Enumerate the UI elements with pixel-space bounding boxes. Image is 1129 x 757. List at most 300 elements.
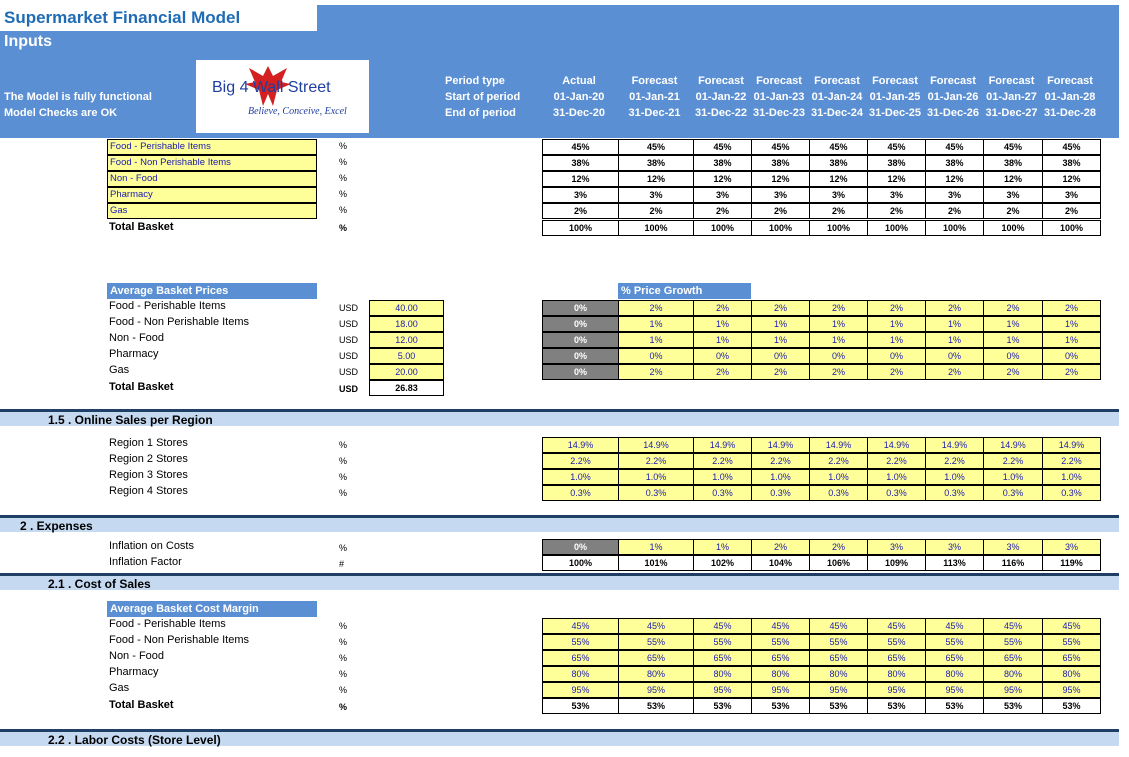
value-cell: 3% bbox=[809, 187, 868, 203]
value-cell[interactable]: 2.2% bbox=[618, 453, 694, 469]
value-cell: 100% bbox=[542, 220, 619, 236]
sheet-title: Inputs bbox=[4, 33, 52, 50]
value-cell[interactable]: 65% bbox=[618, 650, 694, 666]
unit-label: % bbox=[339, 141, 348, 151]
mix-label-cell[interactable]: Food - Perishable Items bbox=[107, 139, 317, 155]
price-input[interactable]: 12.00 bbox=[369, 332, 444, 348]
value-cell: 3% bbox=[693, 187, 752, 203]
value-cell[interactable]: 2% bbox=[925, 300, 984, 316]
period-type-cell: Forecast bbox=[988, 75, 1035, 87]
value-cell[interactable]: 1% bbox=[867, 332, 926, 348]
value-cell[interactable]: 1% bbox=[1042, 332, 1101, 348]
cost-row-label: Food - Perishable Items bbox=[109, 618, 226, 630]
value-cell: 12% bbox=[983, 171, 1043, 187]
value-cell[interactable]: 1% bbox=[925, 316, 984, 332]
value-cell: 12% bbox=[542, 171, 619, 187]
period-end-cell: 31-Dec-25 bbox=[869, 107, 921, 119]
value-cell[interactable]: 65% bbox=[693, 650, 752, 666]
value-cell[interactable]: 95% bbox=[618, 682, 694, 698]
value-cell[interactable]: 45% bbox=[867, 618, 926, 634]
value-cell[interactable]: 0% bbox=[751, 348, 810, 364]
avg-basket-cost-margin-header: Average Basket Cost Margin bbox=[107, 601, 317, 617]
value-cell[interactable]: 2% bbox=[867, 364, 926, 380]
value-cell: 0% bbox=[542, 539, 619, 555]
value-cell: 53% bbox=[867, 698, 926, 714]
period-type-cell: Forecast bbox=[872, 75, 918, 87]
value-cell: 2% bbox=[542, 203, 619, 219]
unit-label: % bbox=[339, 173, 348, 183]
value-cell: 53% bbox=[809, 698, 868, 714]
total-basket-label: Total Basket bbox=[109, 381, 174, 393]
region-label: Region 3 Stores bbox=[109, 469, 188, 481]
period-end-cell: 31-Dec-20 bbox=[553, 107, 605, 119]
value-cell[interactable]: 55% bbox=[809, 634, 868, 650]
value-cell[interactable]: 2.2% bbox=[925, 453, 984, 469]
value-cell[interactable]: 0% bbox=[1042, 348, 1101, 364]
value-cell: 102% bbox=[693, 555, 752, 571]
value-cell: 12% bbox=[618, 171, 694, 187]
value-cell[interactable]: 55% bbox=[867, 634, 926, 650]
value-cell[interactable]: 1% bbox=[867, 316, 926, 332]
value-cell[interactable]: 45% bbox=[693, 618, 752, 634]
value-cell[interactable]: 0.3% bbox=[542, 485, 619, 501]
unit-label: USD bbox=[339, 319, 359, 329]
value-cell: 3% bbox=[867, 187, 926, 203]
value-cell: 12% bbox=[693, 171, 752, 187]
value-cell[interactable]: 2.2% bbox=[983, 453, 1043, 469]
value-cell[interactable]: 1% bbox=[693, 316, 752, 332]
price-growth-header: % Price Growth bbox=[618, 283, 751, 299]
value-cell[interactable]: 1.0% bbox=[542, 469, 619, 485]
value-cell[interactable]: 95% bbox=[751, 682, 810, 698]
value-cell[interactable]: 1% bbox=[693, 539, 752, 555]
value-cell[interactable]: 14.9% bbox=[983, 437, 1043, 453]
value-cell: 45% bbox=[1042, 139, 1101, 155]
value-cell[interactable]: 0.3% bbox=[1042, 485, 1101, 501]
value-cell[interactable]: 55% bbox=[751, 634, 810, 650]
unit-label: % bbox=[339, 223, 348, 233]
value-cell[interactable]: 95% bbox=[809, 682, 868, 698]
value-cell[interactable]: 2% bbox=[1042, 300, 1101, 316]
period-end-cell: 31-Dec-24 bbox=[811, 107, 863, 119]
period-end-cell: 31-Dec-28 bbox=[1044, 107, 1096, 119]
value-cell: 53% bbox=[1042, 698, 1101, 714]
value-cell[interactable]: 80% bbox=[925, 666, 984, 682]
end-period-label: End of period bbox=[445, 107, 516, 119]
mix-label-cell[interactable]: Pharmacy bbox=[107, 187, 317, 203]
value-cell[interactable]: 2.2% bbox=[542, 453, 619, 469]
value-cell: 38% bbox=[751, 155, 810, 171]
value-cell: 119% bbox=[1042, 555, 1101, 571]
value-cell[interactable]: 1% bbox=[751, 332, 810, 348]
value-cell[interactable]: 0.3% bbox=[867, 485, 926, 501]
mix-label-cell[interactable]: Non - Food bbox=[107, 171, 317, 187]
total-price-cell: 26.83 bbox=[369, 380, 444, 396]
value-cell[interactable]: 65% bbox=[1042, 650, 1101, 666]
value-cell[interactable]: 1.0% bbox=[925, 469, 984, 485]
period-type-cell: Actual bbox=[562, 75, 596, 87]
period-start-cell: 01-Jan-25 bbox=[869, 91, 921, 103]
value-cell: 38% bbox=[983, 155, 1043, 171]
value-cell: 0% bbox=[542, 316, 619, 332]
price-row-label: Gas bbox=[109, 364, 130, 376]
price-row-label: Pharmacy bbox=[109, 348, 159, 360]
value-cell: 116% bbox=[983, 555, 1043, 571]
value-cell[interactable]: 1% bbox=[618, 316, 694, 332]
value-cell: 38% bbox=[867, 155, 926, 171]
cost-row-label: Food - Non Perishable Items bbox=[109, 634, 250, 646]
cost-row-label: Gas bbox=[109, 682, 130, 694]
value-cell: 3% bbox=[751, 187, 810, 203]
value-cell[interactable]: 2% bbox=[809, 364, 868, 380]
period-end-cell: 31-Dec-27 bbox=[985, 107, 1038, 119]
unit-label: % bbox=[339, 456, 348, 466]
period-start-cell: 01-Jan-24 bbox=[811, 91, 863, 103]
value-cell[interactable]: 55% bbox=[542, 634, 619, 650]
value-cell[interactable]: 80% bbox=[542, 666, 619, 682]
value-cell: 2% bbox=[983, 203, 1043, 219]
value-cell[interactable]: 1.0% bbox=[867, 469, 926, 485]
value-cell[interactable]: 14.9% bbox=[1042, 437, 1101, 453]
inflation-factor-label: Inflation Factor bbox=[109, 556, 182, 568]
value-cell: 106% bbox=[809, 555, 868, 571]
period-type-label: Period type bbox=[445, 75, 505, 87]
value-cell[interactable]: 1% bbox=[983, 332, 1043, 348]
price-row-label: Non - Food bbox=[109, 332, 165, 344]
value-cell: 53% bbox=[693, 698, 752, 714]
value-cell[interactable]: 2% bbox=[809, 300, 868, 316]
period-start-cell: 01-Jan-20 bbox=[553, 91, 605, 103]
value-cell[interactable]: 45% bbox=[618, 618, 694, 634]
value-cell[interactable]: 65% bbox=[751, 650, 810, 666]
unit-label: % bbox=[339, 205, 348, 215]
value-cell[interactable]: 2.2% bbox=[693, 453, 752, 469]
unit-label: % bbox=[339, 621, 348, 631]
value-cell: 100% bbox=[809, 220, 868, 236]
unit-label: % bbox=[339, 157, 348, 167]
value-cell: 2% bbox=[809, 203, 868, 219]
value-cell[interactable]: 14.9% bbox=[618, 437, 694, 453]
unit-label: % bbox=[339, 637, 348, 647]
value-cell[interactable]: 2% bbox=[1042, 364, 1101, 380]
value-cell[interactable]: 0.3% bbox=[618, 485, 694, 501]
value-cell: 38% bbox=[809, 155, 868, 171]
value-cell: 113% bbox=[925, 555, 984, 571]
value-cell: 38% bbox=[1042, 155, 1101, 171]
value-cell[interactable]: 0.3% bbox=[983, 485, 1043, 501]
value-cell: 53% bbox=[983, 698, 1043, 714]
value-cell[interactable]: 0.3% bbox=[809, 485, 868, 501]
unit-label: % bbox=[339, 685, 348, 695]
value-cell: 45% bbox=[693, 139, 752, 155]
value-cell[interactable]: 2% bbox=[693, 300, 752, 316]
value-cell[interactable]: 45% bbox=[751, 618, 810, 634]
value-cell: 2% bbox=[618, 203, 694, 219]
value-cell: 101% bbox=[618, 555, 694, 571]
unit-label: USD bbox=[339, 335, 359, 345]
value-cell[interactable]: 1% bbox=[983, 316, 1043, 332]
unit-label: % bbox=[339, 189, 348, 199]
value-cell: 0% bbox=[542, 348, 619, 364]
value-cell: 100% bbox=[925, 220, 984, 236]
region-label: Region 4 Stores bbox=[109, 485, 188, 497]
value-cell[interactable]: 45% bbox=[542, 618, 619, 634]
value-cell[interactable]: 3% bbox=[925, 539, 984, 555]
period-type-cell: Forecast bbox=[756, 75, 802, 87]
value-cell[interactable]: 55% bbox=[693, 634, 752, 650]
section-cost-of-sales: 2.1 . Cost of Sales bbox=[0, 573, 1119, 590]
value-cell[interactable]: 1.0% bbox=[983, 469, 1043, 485]
value-cell[interactable]: 55% bbox=[618, 634, 694, 650]
value-cell: 38% bbox=[542, 155, 619, 171]
value-cell[interactable]: 1% bbox=[809, 316, 868, 332]
logo-text: Big 4 Wall Street bbox=[212, 79, 331, 96]
value-cell[interactable]: 0% bbox=[867, 348, 926, 364]
section-expenses: 2 . Expenses bbox=[0, 515, 1119, 532]
value-cell[interactable]: 1% bbox=[809, 332, 868, 348]
value-cell[interactable]: 2% bbox=[618, 300, 694, 316]
unit-label: % bbox=[339, 440, 348, 450]
value-cell: 100% bbox=[693, 220, 752, 236]
value-cell[interactable]: 65% bbox=[867, 650, 926, 666]
cost-row-label: Pharmacy bbox=[109, 666, 159, 678]
value-cell[interactable]: 45% bbox=[1042, 618, 1101, 634]
value-cell[interactable]: 95% bbox=[983, 682, 1043, 698]
value-cell[interactable]: 65% bbox=[983, 650, 1043, 666]
unit-label: % bbox=[339, 669, 348, 679]
total-basket-label: Total Basket bbox=[109, 699, 174, 711]
value-cell: 0% bbox=[542, 300, 619, 316]
value-cell: 109% bbox=[867, 555, 926, 571]
header-band bbox=[317, 5, 1119, 31]
value-cell: 12% bbox=[1042, 171, 1101, 187]
value-cell: 38% bbox=[693, 155, 752, 171]
price-input[interactable]: 18.00 bbox=[369, 316, 444, 332]
value-cell[interactable]: 14.9% bbox=[693, 437, 752, 453]
value-cell[interactable]: 2% bbox=[618, 364, 694, 380]
value-cell[interactable]: 14.9% bbox=[542, 437, 619, 453]
value-cell: 100% bbox=[618, 220, 694, 236]
value-cell: 3% bbox=[1042, 187, 1101, 203]
value-cell[interactable]: 80% bbox=[983, 666, 1043, 682]
value-cell[interactable]: 0% bbox=[925, 348, 984, 364]
value-cell[interactable]: 1% bbox=[618, 539, 694, 555]
value-cell: 0% bbox=[542, 364, 619, 380]
value-cell[interactable]: 55% bbox=[925, 634, 984, 650]
unit-label: % bbox=[339, 488, 348, 498]
unit-label: USD bbox=[339, 384, 359, 394]
period-type-cell: Forecast bbox=[698, 75, 744, 87]
value-cell[interactable]: 95% bbox=[542, 682, 619, 698]
start-period-label: Start of period bbox=[445, 91, 521, 103]
value-cell[interactable]: 3% bbox=[1042, 539, 1101, 555]
period-start-cell: 01-Jan-23 bbox=[753, 91, 805, 103]
period-start-cell: 01-Jan-28 bbox=[1044, 91, 1096, 103]
value-cell: 100% bbox=[751, 220, 810, 236]
unit-label: % bbox=[339, 472, 348, 482]
value-cell[interactable]: 0.3% bbox=[751, 485, 810, 501]
unit-label: % bbox=[339, 543, 348, 553]
value-cell[interactable]: 1% bbox=[925, 332, 984, 348]
mix-label-cell[interactable]: Gas bbox=[107, 203, 317, 219]
value-cell[interactable]: 45% bbox=[925, 618, 984, 634]
value-cell[interactable]: 1.0% bbox=[618, 469, 694, 485]
unit-label: USD bbox=[339, 351, 359, 361]
unit-label: USD bbox=[339, 367, 359, 377]
value-cell[interactable]: 1% bbox=[618, 332, 694, 348]
unit-label: USD bbox=[339, 303, 359, 313]
period-type-cell: Forecast bbox=[631, 75, 678, 87]
value-cell[interactable]: 1% bbox=[1042, 316, 1101, 332]
price-input[interactable]: 5.00 bbox=[369, 348, 444, 364]
value-cell[interactable]: 95% bbox=[925, 682, 984, 698]
value-cell[interactable]: 2.2% bbox=[867, 453, 926, 469]
value-cell: 100% bbox=[867, 220, 926, 236]
value-cell[interactable]: 1.0% bbox=[1042, 469, 1101, 485]
value-cell[interactable]: 45% bbox=[983, 618, 1043, 634]
value-cell[interactable]: 65% bbox=[542, 650, 619, 666]
value-cell[interactable]: 1% bbox=[693, 332, 752, 348]
value-cell[interactable]: 0% bbox=[618, 348, 694, 364]
avg-basket-prices-header: Average Basket Prices bbox=[107, 283, 317, 299]
value-cell: 45% bbox=[618, 139, 694, 155]
value-cell: 12% bbox=[867, 171, 926, 187]
region-label: Region 2 Stores bbox=[109, 453, 188, 465]
period-start-cell: 01-Jan-21 bbox=[629, 91, 680, 103]
value-cell: 53% bbox=[751, 698, 810, 714]
unit-label: % bbox=[339, 702, 348, 712]
period-start-cell: 01-Jan-22 bbox=[695, 91, 747, 103]
value-cell[interactable]: 0% bbox=[983, 348, 1043, 364]
value-cell: 45% bbox=[751, 139, 810, 155]
value-cell: 3% bbox=[983, 187, 1043, 203]
value-cell[interactable]: 55% bbox=[983, 634, 1043, 650]
period-start-cell: 01-Jan-27 bbox=[986, 91, 1037, 103]
value-cell[interactable]: 0.3% bbox=[925, 485, 984, 501]
model-title: Supermarket Financial Model bbox=[0, 5, 317, 31]
value-cell[interactable]: 55% bbox=[1042, 634, 1101, 650]
value-cell: 2% bbox=[925, 203, 984, 219]
value-cell[interactable]: 80% bbox=[1042, 666, 1101, 682]
value-cell[interactable]: 14.9% bbox=[925, 437, 984, 453]
period-type-cell: Forecast bbox=[930, 75, 976, 87]
value-cell[interactable]: 80% bbox=[867, 666, 926, 682]
value-cell[interactable]: 80% bbox=[751, 666, 810, 682]
value-cell[interactable]: 1.0% bbox=[809, 469, 868, 485]
value-cell[interactable]: 3% bbox=[867, 539, 926, 555]
value-cell[interactable]: 80% bbox=[809, 666, 868, 682]
value-cell[interactable]: 2% bbox=[867, 300, 926, 316]
value-cell[interactable]: 1% bbox=[751, 316, 810, 332]
value-cell[interactable]: 2% bbox=[751, 300, 810, 316]
value-cell[interactable]: 3% bbox=[983, 539, 1043, 555]
price-input[interactable]: 40.00 bbox=[369, 300, 444, 316]
value-cell: 2% bbox=[1042, 203, 1101, 219]
value-cell: 100% bbox=[983, 220, 1043, 236]
value-cell[interactable]: 0.3% bbox=[693, 485, 752, 501]
value-cell: 0% bbox=[542, 332, 619, 348]
value-cell[interactable]: 1.0% bbox=[693, 469, 752, 485]
value-cell[interactable]: 1.0% bbox=[751, 469, 810, 485]
value-cell[interactable]: 14.9% bbox=[809, 437, 868, 453]
value-cell[interactable]: 14.9% bbox=[751, 437, 810, 453]
value-cell[interactable]: 95% bbox=[867, 682, 926, 698]
value-cell: 53% bbox=[618, 698, 694, 714]
value-cell: 2% bbox=[867, 203, 926, 219]
value-cell: 3% bbox=[542, 187, 619, 203]
status-checks: Model Checks are OK bbox=[4, 107, 118, 119]
value-cell: 45% bbox=[867, 139, 926, 155]
value-cell[interactable]: 2% bbox=[751, 364, 810, 380]
value-cell: 38% bbox=[618, 155, 694, 171]
value-cell: 38% bbox=[925, 155, 984, 171]
value-cell: 45% bbox=[983, 139, 1043, 155]
value-cell[interactable]: 95% bbox=[1042, 682, 1101, 698]
value-cell[interactable]: 2% bbox=[751, 539, 810, 555]
price-input[interactable]: 20.00 bbox=[369, 364, 444, 380]
cost-row-label: Non - Food bbox=[109, 650, 165, 662]
mix-label-cell[interactable]: Food - Non Perishable Items bbox=[107, 155, 317, 171]
section-labor-costs: 2.2 . Labor Costs (Store Level) bbox=[0, 729, 1119, 746]
section-online-sales: 1.5 . Online Sales per Region bbox=[0, 409, 1119, 426]
value-cell: 45% bbox=[809, 139, 868, 155]
value-cell: 3% bbox=[618, 187, 694, 203]
value-cell: 100% bbox=[1042, 220, 1101, 236]
period-type-cell: Forecast bbox=[1047, 75, 1093, 87]
value-cell[interactable]: 2% bbox=[983, 364, 1043, 380]
inflation-label: Inflation on Costs bbox=[109, 540, 194, 552]
value-cell[interactable]: 95% bbox=[693, 682, 752, 698]
period-type-cell: Forecast bbox=[814, 75, 860, 87]
value-cell[interactable]: 2% bbox=[693, 364, 752, 380]
value-cell: 12% bbox=[751, 171, 810, 187]
total-basket-label: Total Basket bbox=[109, 221, 174, 233]
value-cell[interactable]: 2.2% bbox=[751, 453, 810, 469]
period-start-cell: 01-Jan-26 bbox=[927, 91, 979, 103]
price-row-label: Food - Perishable Items bbox=[109, 300, 226, 312]
logo-tagline: Believe, Conceive, Excel bbox=[248, 106, 347, 117]
value-cell[interactable]: 2% bbox=[925, 364, 984, 380]
period-end-cell: 31-Dec-23 bbox=[753, 107, 805, 119]
status-functional: The Model is fully functional bbox=[4, 91, 152, 103]
value-cell: 12% bbox=[925, 171, 984, 187]
value-cell[interactable]: 80% bbox=[618, 666, 694, 682]
value-cell[interactable]: 0% bbox=[693, 348, 752, 364]
value-cell: 12% bbox=[809, 171, 868, 187]
period-end-cell: 31-Dec-22 bbox=[695, 107, 747, 119]
value-cell[interactable]: 2% bbox=[809, 539, 868, 555]
value-cell[interactable]: 45% bbox=[809, 618, 868, 634]
value-cell[interactable]: 80% bbox=[693, 666, 752, 682]
unit-label: % bbox=[339, 653, 348, 663]
value-cell[interactable]: 0% bbox=[809, 348, 868, 364]
value-cell: 2% bbox=[693, 203, 752, 219]
value-cell: 3% bbox=[925, 187, 984, 203]
unit-label: # bbox=[339, 559, 345, 569]
value-cell: 100% bbox=[542, 555, 619, 571]
period-end-cell: 31-Dec-26 bbox=[927, 107, 979, 119]
value-cell[interactable]: 14.9% bbox=[867, 437, 926, 453]
value-cell[interactable]: 2% bbox=[983, 300, 1043, 316]
region-label: Region 1 Stores bbox=[109, 437, 188, 449]
price-row-label: Food - Non Perishable Items bbox=[109, 316, 250, 328]
value-cell[interactable]: 65% bbox=[925, 650, 984, 666]
period-end-cell: 31-Dec-21 bbox=[628, 107, 681, 119]
value-cell: 104% bbox=[751, 555, 810, 571]
value-cell[interactable]: 2.2% bbox=[809, 453, 868, 469]
value-cell[interactable]: 2.2% bbox=[1042, 453, 1101, 469]
value-cell[interactable]: 65% bbox=[809, 650, 868, 666]
